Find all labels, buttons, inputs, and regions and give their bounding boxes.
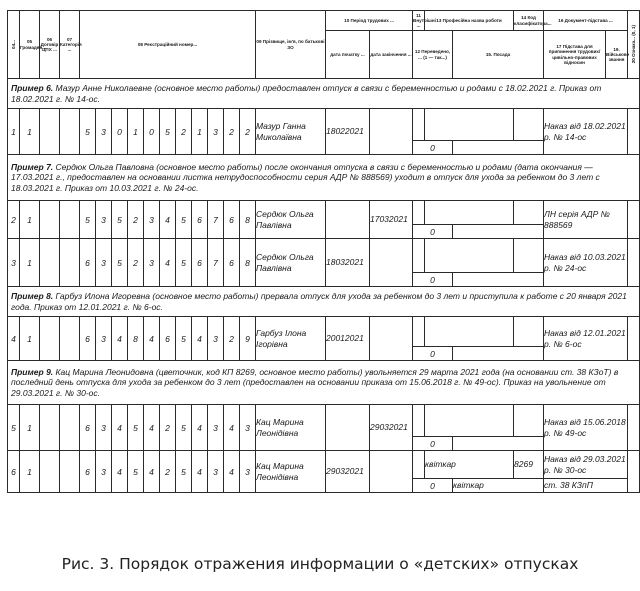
period-start: 20012021 (326, 317, 370, 361)
position-cell (453, 225, 544, 239)
internal-cell (413, 405, 425, 437)
document (7, 10, 637, 493)
reg-digit: 3 (208, 451, 224, 493)
basis-document: Наказ від 12.01.2021 р. № 6-ос (544, 317, 628, 361)
example-label: Пример 7. (11, 161, 54, 172)
reg-digit: 4 (112, 405, 128, 451)
reg-digit: 3 (240, 451, 256, 493)
example-description (8, 155, 640, 201)
header-16: 16 Документ-підстава ... (544, 11, 628, 31)
period-start: 18032021 (326, 239, 370, 287)
contract-cell (40, 201, 60, 239)
header-05: 05 Громадян... (20, 11, 40, 79)
flag-cell (628, 405, 640, 451)
reg-digit: 2 (224, 317, 240, 361)
header-20: 20 Ознака... (0, 1) (631, 24, 637, 64)
reg-digit: 6 (192, 201, 208, 239)
classifier-code (514, 317, 544, 347)
citizenship-cell: 1 (20, 239, 40, 287)
header-10a: дата початку ... (326, 31, 370, 79)
period-start: 18022021 (326, 109, 370, 155)
reg-digit: 3 (96, 317, 112, 361)
flag-cell (628, 451, 640, 493)
category-cell (60, 239, 80, 287)
transfer-flag: 0 (413, 437, 453, 451)
contract-cell (40, 239, 60, 287)
reg-digit: 3 (144, 201, 160, 239)
basis-document: ЛН серія АДР № 888569 (544, 201, 628, 239)
header-14: 14 Код класифікатора... (514, 11, 544, 31)
reg-digit: 7 (208, 201, 224, 239)
header-06: 06 Договір ЦПХ ... (40, 11, 60, 79)
reg-digit: 6 (80, 405, 96, 451)
classifier-code: 8269 (514, 451, 544, 479)
transfer-flag: 0 (413, 347, 453, 361)
reg-digit: 1 (128, 109, 144, 155)
flag-cell (628, 239, 640, 287)
header-09: 09 Прізвище, ім'я, по батькові ЗО (256, 11, 326, 79)
full-name: Кац Марина Леонідівна (256, 451, 326, 493)
basis-document: Наказ від 29.03.2021 р. № 30-ос (544, 451, 628, 479)
full-name: Мазур Ганна Миколаївна (256, 109, 326, 155)
citizenship-cell: 1 (20, 109, 40, 155)
reg-digit: 3 (96, 451, 112, 493)
row-number: 4 (8, 317, 20, 361)
transfer-flag: 0 (413, 273, 453, 287)
category-cell (60, 451, 80, 493)
internal-cell (413, 451, 425, 479)
contract-cell (40, 405, 60, 451)
profession-cell (425, 109, 514, 141)
citizenship-cell: 1 (20, 201, 40, 239)
header-19: 19. Військове звання (606, 31, 628, 79)
reg-digit: 3 (240, 405, 256, 451)
position-cell (453, 141, 544, 155)
reg-digit: 3 (96, 239, 112, 287)
profession-cell (425, 405, 514, 437)
reg-digit: 4 (144, 317, 160, 361)
profession-cell (425, 239, 514, 273)
header-07: 07 Категорія ... (60, 11, 80, 79)
header-10: 10 Період трудових ... (326, 11, 413, 31)
table-row (8, 317, 640, 347)
transfer-flag: 0 (413, 225, 453, 239)
table-row (8, 405, 640, 437)
transfer-flag: 0 (413, 479, 453, 493)
basis-document: Наказ від 15.06.2018 р. № 49-ос (544, 405, 628, 451)
reg-digit: 3 (144, 239, 160, 287)
internal-cell (413, 317, 425, 347)
reg-digit: 4 (160, 239, 176, 287)
category-cell (60, 201, 80, 239)
internal-cell (413, 109, 425, 141)
citizenship-cell: 1 (20, 405, 40, 451)
flag-cell (628, 201, 640, 239)
reg-digit: 4 (192, 451, 208, 493)
reg-digit: 7 (208, 239, 224, 287)
reg-digit: 4 (160, 201, 176, 239)
reg-digit: 6 (160, 317, 176, 361)
example-label: Пример 6. (11, 82, 54, 93)
period-end (370, 239, 413, 287)
full-name: Гарбуз Ілона Ігорівна (256, 317, 326, 361)
row-number: 3 (8, 239, 20, 287)
position-cell (453, 273, 544, 287)
table-row (8, 451, 640, 479)
profession-cell: квіткар (425, 451, 514, 479)
header-08: 08 Реєстраційний номер... (80, 11, 256, 79)
internal-cell (413, 239, 425, 273)
table-row (8, 239, 640, 273)
reg-digit: 4 (192, 317, 208, 361)
row-number: 1 (8, 109, 20, 155)
period-end (370, 451, 413, 493)
reg-digit: 4 (144, 451, 160, 493)
row-number: 5 (8, 405, 20, 451)
header-10b: дата закінчення ... (370, 31, 413, 79)
reg-digit: 3 (208, 109, 224, 155)
reg-digit: 4 (144, 405, 160, 451)
flag-cell (628, 109, 640, 155)
reg-digit: 6 (224, 201, 240, 239)
reg-digit: 2 (128, 239, 144, 287)
period-end: 29032021 (370, 405, 413, 451)
profession-cell (425, 317, 514, 347)
example-description (8, 361, 640, 405)
flag-cell (628, 317, 640, 361)
period-end (370, 317, 413, 361)
period-start: 29032021 (326, 451, 370, 493)
reg-digit: 5 (112, 201, 128, 239)
reg-digit: 2 (128, 201, 144, 239)
period-end: 17032021 (370, 201, 413, 239)
example-text: Кац Марина Леонидовна (цветочник, код КП 8269, основное место работы) увольняется 29 марта 2021 года (на основании ст. 38 КЗоТ) в последний день отпуска для ухода за ребенком до 3 лет (предоставлен на основании приказа от 15.06.2018 г. № 49-ос). Приказ на увольнение от 29.03.2021 г. № 30-ос. (11, 366, 619, 398)
table-row (8, 201, 640, 225)
period-end (370, 109, 413, 155)
reg-digit: 2 (240, 109, 256, 155)
header-11: 11 Внутрішні ... (413, 11, 425, 31)
reg-digit: 6 (80, 239, 96, 287)
category-cell (60, 317, 80, 361)
reg-digit: 4 (192, 405, 208, 451)
citizenship-cell: 1 (20, 451, 40, 493)
reg-digit: 4 (224, 405, 240, 451)
internal-cell (413, 201, 425, 225)
example-description (8, 287, 640, 317)
reg-digit: 3 (96, 109, 112, 155)
reg-digit: 3 (96, 201, 112, 239)
header-17: 17 Підстава для припинення трудових/цивільно-правових відносин (544, 31, 606, 79)
header-12: 12 Переведено, ... (1 — так...) (413, 31, 453, 79)
classifier-code (514, 405, 544, 437)
reg-digit: 2 (224, 109, 240, 155)
reg-digit: 5 (112, 239, 128, 287)
reg-digit: 2 (160, 405, 176, 451)
reg-digit: 5 (176, 451, 192, 493)
basis-document: Наказ від 10.03.2021 р. № 24-ос (544, 239, 628, 287)
full-name: Кац Марина Леонідівна (256, 405, 326, 451)
reg-digit: 6 (80, 317, 96, 361)
example-text: Мазур Анне Николаевне (основное место работы) предоставлен отпуск в связи с беременностью и родами с 18.02.2021 г. Приказ от 18.02.2021 г. № 14-ос. (11, 82, 602, 104)
reg-digit: 4 (224, 451, 240, 493)
reg-digit: 6 (80, 451, 96, 493)
reg-digit: 3 (96, 405, 112, 451)
category-cell (60, 405, 80, 451)
reg-digit: 0 (144, 109, 160, 155)
reg-digit: 5 (80, 201, 96, 239)
example-label: Пример 9. (11, 366, 54, 377)
classifier-code (514, 201, 544, 225)
reg-digit: 0 (112, 109, 128, 155)
contract-cell (40, 317, 60, 361)
row-number: 6 (8, 451, 20, 493)
full-name: Сердюк Ольга Павлівна (256, 239, 326, 287)
reg-digit: 2 (160, 451, 176, 493)
reg-digit: 4 (112, 451, 128, 493)
reg-digit: 8 (240, 239, 256, 287)
header-04: 04... (11, 39, 16, 49)
table-row (8, 109, 640, 141)
header-15: 15. Посада (453, 31, 544, 79)
example-text: Гарбуз Илона Игоревна (основное место работы) прервала отпуск для ухода за ребенком до 3 лет и приступила к работе с 20 января 2021 года. Приказ от 12.01.2021 г. № 6-ос. (11, 290, 627, 312)
example-text: Сердюк Ольга Павловна (основное место работы) после окончания отпуска в связи с беременностью и родами (дата окончания — 17.03.2021 г., предоставлен на основании листка нетрудоспособности серия АДР № 888569) уходит в отпуск для ухода за ребенком до 3 лет с 18.03.2021 г. Приказ от 10.03.2021 г. № 24-ос. (11, 161, 600, 193)
profession-cell (425, 201, 514, 225)
position-cell (453, 437, 544, 451)
citizenship-cell: 1 (20, 317, 40, 361)
full-name: Сердюк Ольга Павлівна (256, 201, 326, 239)
row-number: 2 (8, 201, 20, 239)
contract-cell (40, 109, 60, 155)
reg-digit: 5 (80, 109, 96, 155)
reg-digit: 5 (128, 451, 144, 493)
classifier-code (514, 239, 544, 273)
reg-digit: 6 (224, 239, 240, 287)
category-cell (60, 109, 80, 155)
period-start (326, 405, 370, 451)
classifier-code (514, 109, 544, 141)
reg-digit: 1 (192, 109, 208, 155)
reg-digit: 5 (176, 239, 192, 287)
reg-digit: 9 (240, 317, 256, 361)
position-cell (453, 347, 544, 361)
report-table (7, 10, 640, 493)
example-description (8, 79, 640, 109)
reg-digit: 5 (176, 317, 192, 361)
transfer-flag: 0 (413, 141, 453, 155)
example-label: Пример 8. (11, 290, 54, 301)
reg-digit: 5 (176, 405, 192, 451)
header-13: 13 Професійна назва роботи (425, 11, 514, 31)
basis-document: Наказ від 18.02.2021 р. № 14-ос (544, 109, 628, 155)
reg-digit: 3 (208, 317, 224, 361)
reg-digit: 4 (112, 317, 128, 361)
figure-caption: Рис. 3. Порядок отражения информации о «детских» отпусках (61, 555, 579, 573)
reg-digit: 2 (176, 109, 192, 155)
reg-digit: 3 (208, 405, 224, 451)
reg-digit: 5 (160, 109, 176, 155)
reg-digit: 8 (240, 201, 256, 239)
reg-digit: 5 (128, 405, 144, 451)
contract-cell (40, 451, 60, 493)
reg-digit: 6 (192, 239, 208, 287)
reg-digit: 8 (128, 317, 144, 361)
position-cell: квіткар (453, 479, 544, 493)
reg-digit: 5 (176, 201, 192, 239)
termination-basis: ст. 38 КЗпП (544, 479, 628, 493)
period-start (326, 201, 370, 239)
